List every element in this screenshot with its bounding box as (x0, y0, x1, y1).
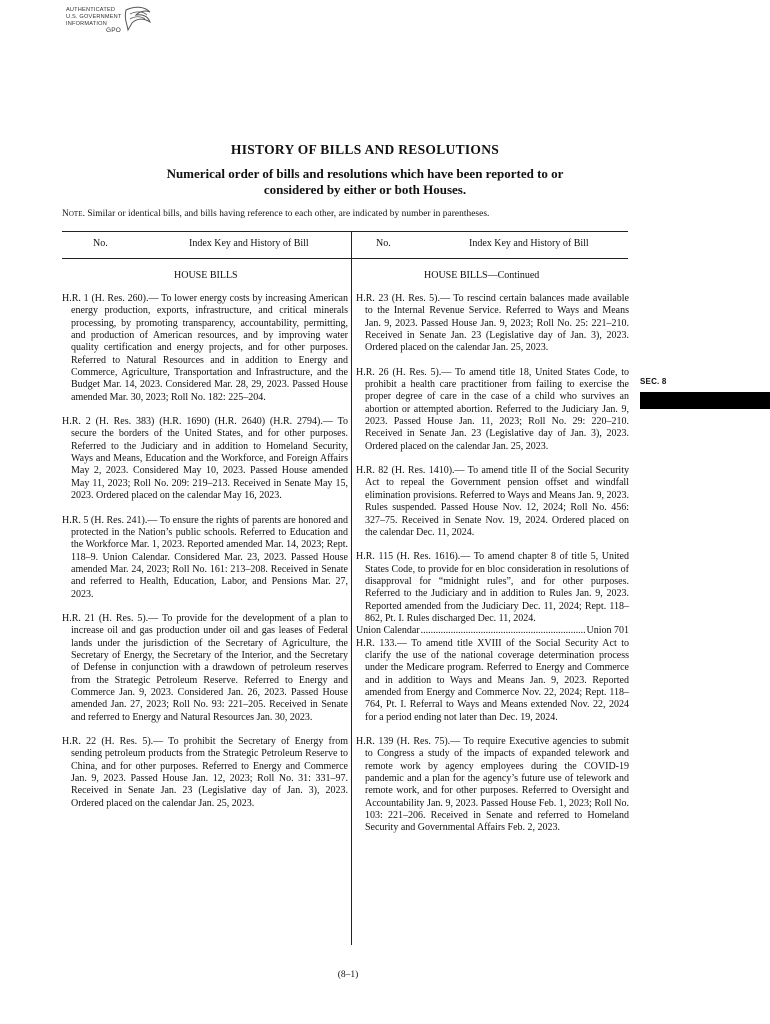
subtitle-line-2: considered by either or both Houses. (263, 182, 467, 197)
subtitle-line-1: Numerical order of bills and resolutions which have been reported to or (166, 166, 564, 181)
seal-line-3: INFORMATION (66, 21, 107, 27)
right-column (356, 293, 629, 835)
right-col-no-header: No. (376, 238, 391, 249)
bill-entry-hr1: H.R. 1 (H. Res. 260).— To lower energy costs by increasing American energy production, exports, infrastructure, and critical minerals processing, by promoting transparency, accountability, permitting, and production of American resources, and by improving water quality certification and energy projects, and for other purposes. Referred to Natural Resources and in addition to Energy and Commerce, Agriculture, Transportation and Infrastructure, and the Budget Mar. 14, 2023. Considered Mar. 28, 29, 2023. Passed House amended Mar. 30, 2023; Roll No. 182: 225–204. (62, 293, 348, 403)
section-tab-label: SEC. 8 (640, 377, 667, 386)
bill-entry-hr2: H.R. 2 (H. Res. 383) (H.R. 1690) (H.R. 2640) (H.R. 2794).— To secure the borders of the United States, and for other purposes. Referred to the Judiciary and in addition to Homeland Security, Ways and Means, Education and the Workforce, and Foreign Affairs May 2, 2023. Considered May 10, 2023. Passed House amended May 11, 2023; Roll No. 209: 219–213. Received in Senate May 15, 2023. Ordered placed on the calendar May 16, 2023. (62, 416, 348, 502)
left-col-no-header: No. (93, 238, 108, 249)
bill-entry-hr133: H.R. 133.— To amend title XVIII of the Social Security Act to clarify the use of the national coverage determination process under the Medicare program. Referred to Energy and Commerce and in addition to Ways and Means Jan. 9, 2023. Reported amended from Energy and Commerce Nov. 22, 2024; Rept. 118–764, Pt. I. Referral to Ways and Means extended Nov. 22, 2024 for a period ending not later than Dec. 19, 2024. (356, 637, 629, 723)
section-tab-bar (640, 392, 770, 409)
left-col-index-header: Index Key and History of Bill (189, 238, 309, 249)
bill-entry-hr82: H.R. 82 (H. Res. 1410).— To amend title II of the Social Security Act to repeal the Government pension offset and windfall elimination provisions. Referred to Ways and Means Jan. 9, 2023. Rules suspended. Passed House Nov. 12, 2024; Roll No. 456: 327–75. Received in Senate Nov. 19, 2024. Ordered placed on the calendar Dec. 11, 2024. (356, 465, 629, 538)
table-header-rule (62, 258, 628, 259)
table-top-rule (62, 231, 628, 232)
left-section-heading: HOUSE BILLS (174, 270, 238, 281)
union-calendar-line (356, 625, 629, 637)
page-number: (8–1) (337, 970, 359, 980)
bill-entry-hr139: H.R. 139 (H. Res. 75).— To require Executive agencies to submit to Congress a study of the impacts of expanded telework and remote work by agency employees during the COVID-19 pandemic and a plan for the agency’s future use of telework and remote work, and for other purposes. Referred to Oversight and Accountability Jan. 9, 2023. Passed House Feb. 1, 2023; Roll No. 103: 221–206. Received in Senate and referred to Homeland Security and Governmental Affairs Feb. 2, 2023. (356, 736, 629, 834)
bill-entry-hr22: H.R. 22 (H. Res. 5).— To prohibit the Secretary of Energy from sending petroleum products from the Strategic Petroleum Reserve to China, and for other purposes. Referred to Energy and Commerce Jan. 9, 2023. Passed House Jan. 12, 2023; Roll No. 31: 331–97. Received in Senate Jan. 23 (Legislative day of Jan. 3), 2023. Ordered placed on the calendar Jan. 25, 2023. (62, 736, 348, 809)
right-section-heading: HOUSE BILLS—Continued (424, 270, 540, 281)
bill-entry-hr26: H.R. 26 (H. Res. 5).— To amend title 18, United States Code, to prohibit a health care practitioner from failing to exercise the proper degree of care in the case of a child who survives an abortion or attempted abortion. Referred to the Judiciary Jan. 9, 2023. Passed House Jan. 11, 2023; Roll No. 29: 220–210. Received in Senate Jan. 23 (Legislative day of Jan. 3), 2023. Ordered placed on the calendar Jan. 25, 2023. (356, 366, 629, 452)
page-title: HISTORY OF BILLS AND RESOLUTIONS (230, 142, 500, 157)
left-column (62, 293, 348, 810)
note (62, 209, 702, 219)
bill-entry-hr115: H.R. 115 (H. Res. 1616).— To amend chapter 8 of title 5, United States Code, to provide for en bloc consideration in resolutions of disapproval for “midnight rules”, and for other purposes. Referred to the Judiciary and in addition to Rules Jan. 9, 2023. Reported amended from the Judiciary Dec. 11, 2024; Rept. 118–862, Pt. I. Rules discharged Dec. 11, 2024. (356, 551, 629, 624)
seal-gpo: GPO (106, 27, 122, 34)
note-label: Note (62, 209, 83, 219)
bill-entry-hr21: H.R. 21 (H. Res. 5).— To provide for the development of a plan to increase oil and gas production under oil and gas leases of Federal lands under the jurisdiction of the Secretary of Agriculture, the Secretary of Energy, the Secretary of the Interior, and the Secretary of Defense in conjunction with a drawdown of petroleum reserves from the Strategic Petroleum Reserve. Referred to Energy and Commerce Jan. 9, 2023. Considered Jan. 26, 2023. Passed House amended Jan. 27, 2023; Roll No. 93: 221–205. Received in Senate and referred to Energy and Natural Resources Jan. 30, 2023. (62, 612, 348, 723)
union-calendar-value: Union 701 (586, 625, 629, 637)
page-subtitle (95, 166, 635, 198)
bill-entry-hr23: H.R. 23 (H. Res. 5).— To rescind certain balances made available to the Internal Revenue Service. Referred to Ways and Means Jan. 9, 2023. Passed House Jan. 9, 2023; Roll No. 25: 221–210. Received in Senate Jan. 23 (Legislative day of Jan. 3), 2023. Ordered placed on the calendar Jan. 25, 2023. (356, 293, 629, 354)
right-col-index-header: Index Key and History of Bill (469, 238, 589, 249)
leader-dots (421, 625, 586, 637)
bill-entry-hr5: H.R. 5 (H. Res. 241).— To ensure the rights of parents are honored and protected in the Nation’s public schools. Referred to Education and the Workforce Mar. 1, 2023. Reported amended Mar. 14, 2023; Rept. 118–9. Union Calendar. Considered Mar. 23, 2023. Passed House amended Mar. 24, 2023; Roll No. 161: 213–208. Received in Senate and referred to Health, Education, Labor, and Pensions Mar. 27, 2023. (62, 514, 348, 600)
note-text: . Similar or identical bills, and bills having reference to each other, are indicated by number in parentheses. (82, 209, 490, 219)
seal-line-2: U.S. GOVERNMENT (66, 14, 122, 20)
column-divider (351, 231, 352, 945)
union-calendar-label: Union Calendar (356, 625, 420, 637)
seal-line-1: AUTHENTICATED (66, 7, 116, 13)
